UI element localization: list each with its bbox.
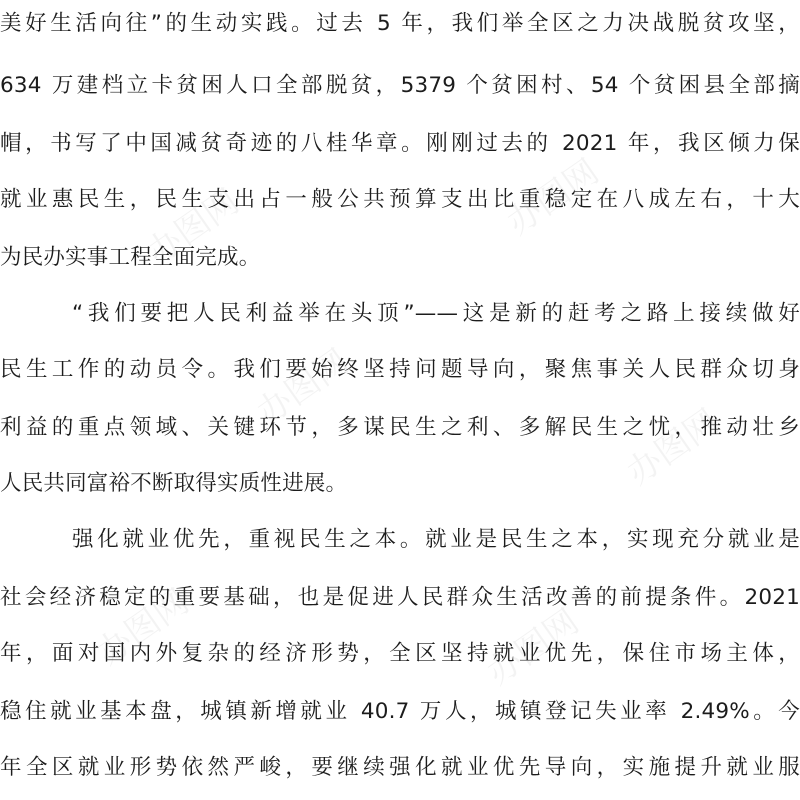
paragraph-1-line-2: 634 万建档立卡贫困人口全部脱贫，5379 个贫困村、54 个贫困县全部摘 [0,73,800,98]
paragraph-2-line-4: 人民共同富裕不断取得实质性进展。 [0,471,348,496]
paragraph-3-line-4: 稳住就业基本盘，城镇新增就业 40.7 万人，城镇登记失业率 2.49%。今 [0,699,800,724]
paragraph-3-line-3: 年，面对国内外复杂的经济形势，全区坚持就业优先，保住市场主体， [0,641,800,666]
paragraph-1-line-3: 帽，书写了中国减贫奇迹的八桂华章。刚刚过去的 2021 年，我区倾力保 [0,131,800,156]
paragraph-2-line-2: 民生工作的动员令。我们要始终坚持问题导向，聚焦事关人民群众切身 [0,357,800,382]
paragraph-2-line-1: “我们要把人民利益举在头顶”——这是新的赶考之路上接续做好 [72,301,800,326]
paragraph-1-line-4: 就业惠民生，民生支出占一般公共预算支出比重稳定在八成左右，十大 [0,187,800,212]
paragraph-1-line-5: 为民办实事工程全面完成。 [0,245,261,270]
paragraph-2-line-3: 利益的重点领域、关键环节，多谋民生之利、多解民生之忧，推动壮乡 [0,415,800,440]
paragraph-3-line-1: 强化就业优先，重视民生之本。就业是民生之本，实现充分就业是 [72,527,800,552]
paragraph-3-line-5: 年全区就业形势依然严峻，要继续强化就业优先导向，实施提升就业服 [0,755,800,780]
paragraph-3-line-2: 社会经济稳定的重要基础，也是促进人民群众生活改善的前提条件。2021 [0,585,800,610]
paragraph-1-line-1: 美好生活向往”的生动实践。过去 5 年，我们举全区之力决战脱贫攻坚， [0,11,800,36]
